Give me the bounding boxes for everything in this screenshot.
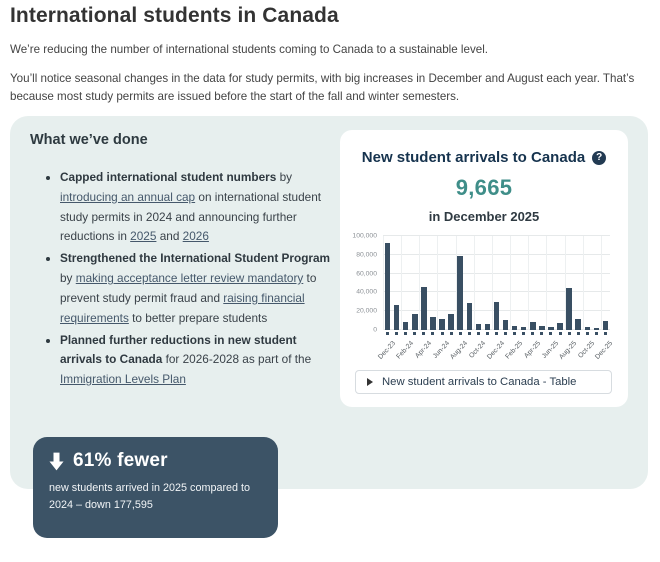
stat-description: new students arrived in 2025 compared to 2024 – down 177,595 bbox=[49, 482, 251, 512]
y-tick-label: 60,000 bbox=[356, 270, 377, 278]
x-tick bbox=[504, 332, 507, 335]
y-tick-label: 80,000 bbox=[356, 251, 377, 259]
x-tick bbox=[477, 332, 480, 335]
bar bbox=[566, 288, 572, 330]
gridline bbox=[546, 236, 547, 330]
stat-line bbox=[49, 450, 262, 472]
text-segment: to better prepare students bbox=[128, 310, 268, 325]
text-segment: Capped international student numbers bbox=[60, 170, 277, 184]
text-segment: Strengthened the International Student Program bbox=[60, 251, 331, 266]
bar bbox=[394, 305, 400, 330]
big-number-subtitle: in December 2025 bbox=[428, 209, 540, 224]
bar bbox=[467, 303, 473, 330]
y-tick-label: 20,000 bbox=[356, 307, 377, 315]
gridline bbox=[383, 273, 610, 274]
x-tick bbox=[422, 332, 425, 335]
x-tick bbox=[513, 332, 516, 335]
x-tick bbox=[450, 332, 453, 335]
x-tick bbox=[404, 332, 407, 335]
chart-y-axis bbox=[340, 232, 380, 334]
x-tick bbox=[549, 332, 552, 335]
bar bbox=[476, 324, 482, 330]
x-tick-label: Dec-24 bbox=[485, 340, 506, 361]
inline-link[interactable]: 2025 bbox=[130, 229, 157, 244]
chart-plot-area bbox=[383, 236, 610, 330]
bar bbox=[530, 322, 536, 330]
table-toggle[interactable] bbox=[355, 370, 612, 394]
x-tick bbox=[540, 332, 543, 335]
x-tick bbox=[431, 332, 434, 335]
what-weve-done-panel bbox=[10, 116, 648, 489]
x-tick bbox=[586, 332, 589, 335]
bar bbox=[503, 320, 509, 330]
highlight-stat-box bbox=[33, 437, 278, 538]
gridline bbox=[583, 236, 584, 330]
x-tick bbox=[468, 332, 471, 335]
x-tick bbox=[486, 332, 489, 335]
inline-link[interactable]: introducing an annual cap bbox=[60, 189, 196, 204]
x-tick bbox=[531, 332, 534, 335]
gridline bbox=[383, 235, 610, 236]
bar bbox=[403, 322, 409, 330]
x-tick-label: Aug-25 bbox=[558, 340, 579, 361]
x-tick-label: Oct-25 bbox=[577, 340, 597, 360]
gridline bbox=[601, 236, 602, 330]
x-tick bbox=[395, 332, 398, 335]
x-tick-label: Jun-24 bbox=[431, 340, 452, 360]
x-tick bbox=[522, 332, 525, 335]
seasonal-note-paragraph: You’ll notice seasonal changes in the data for study permits, with big increases in December and August each year. That’s because most study permits are issued before the start of the fall and winter semesters. bbox=[10, 71, 635, 103]
expand-triangle-icon bbox=[367, 378, 373, 386]
x-tick bbox=[577, 332, 580, 335]
x-tick-label: Feb-24 bbox=[394, 340, 415, 361]
chart-title: New student arrivals to Canada bbox=[361, 149, 586, 166]
section-heading: What we’ve done bbox=[30, 132, 148, 148]
x-tick-label: Apr-25 bbox=[522, 340, 542, 360]
what-weve-done-column bbox=[30, 132, 335, 392]
bar bbox=[421, 287, 427, 330]
y-tick-label: 40,000 bbox=[356, 288, 377, 296]
x-tick-label: Dec-23 bbox=[376, 340, 397, 361]
text-segment: by bbox=[276, 170, 293, 184]
bar bbox=[585, 327, 591, 330]
x-tick bbox=[386, 332, 389, 335]
what-weve-done-list bbox=[30, 168, 335, 390]
x-tick bbox=[495, 332, 498, 335]
x-tick-label: Jun-25 bbox=[540, 340, 561, 360]
x-tick-label: Aug-24 bbox=[449, 340, 470, 361]
chart-card-header bbox=[340, 149, 628, 166]
gridline bbox=[383, 291, 610, 292]
bar bbox=[448, 314, 454, 330]
help-icon[interactable]: ? bbox=[592, 151, 606, 165]
stat-text: 61% fewer bbox=[73, 450, 168, 471]
bar bbox=[603, 321, 609, 330]
bar bbox=[575, 319, 581, 330]
gridline bbox=[383, 254, 610, 255]
inline-link[interactable]: Immigration Levels Plan bbox=[60, 372, 186, 387]
bar bbox=[457, 256, 463, 330]
gridline bbox=[437, 236, 438, 330]
bar bbox=[594, 328, 600, 330]
bar-chart bbox=[340, 232, 628, 376]
inline-link[interactable]: raising financial requirements bbox=[60, 290, 305, 325]
bar bbox=[494, 302, 500, 330]
page-header bbox=[10, 4, 654, 117]
bar bbox=[548, 327, 554, 330]
intro-paragraph: We’re reducing the number of international students coming to Canada to a sustainable level. bbox=[10, 43, 488, 56]
table-toggle-label: New student arrivals to Canada - Table bbox=[382, 376, 577, 388]
y-tick-label: 100,000 bbox=[352, 232, 377, 240]
x-tick bbox=[568, 332, 571, 335]
x-tick-label: Oct-24 bbox=[468, 340, 488, 360]
inline-link[interactable]: making acceptance letter review mandatory bbox=[75, 271, 304, 286]
list-item bbox=[60, 331, 335, 390]
x-tick bbox=[413, 332, 416, 335]
bar bbox=[439, 319, 445, 330]
x-tick bbox=[441, 332, 444, 335]
x-tick-label: Dec-25 bbox=[594, 340, 615, 361]
x-tick-label: Apr-24 bbox=[413, 340, 433, 360]
bar bbox=[412, 314, 418, 330]
x-tick bbox=[559, 332, 562, 335]
inline-link[interactable]: 2026 bbox=[182, 229, 209, 244]
gridline bbox=[474, 236, 475, 330]
bar bbox=[521, 327, 527, 330]
x-tick bbox=[459, 332, 462, 335]
text-segment: for 2026-2028 as part of the bbox=[162, 352, 312, 367]
down-arrow-icon bbox=[49, 452, 64, 471]
bar bbox=[512, 326, 518, 330]
bar bbox=[485, 324, 491, 330]
big-number: 9,665 bbox=[455, 175, 513, 200]
bar bbox=[539, 326, 545, 330]
bar bbox=[430, 317, 436, 330]
x-tick bbox=[595, 332, 598, 335]
list-item bbox=[60, 249, 335, 328]
x-tick-label: Feb-25 bbox=[503, 340, 524, 361]
gridline bbox=[510, 236, 511, 330]
text-segment: Planned further reductions in new student arrivals to Canada bbox=[60, 332, 297, 367]
list-item bbox=[60, 168, 335, 247]
x-tick bbox=[604, 332, 607, 335]
bar bbox=[557, 323, 563, 330]
text-segment: on international student study permits in 2024 and announcing further reductions in bbox=[60, 189, 322, 244]
text-segment: and bbox=[156, 229, 183, 244]
page-title: International students in Canada bbox=[10, 4, 339, 27]
bar bbox=[385, 243, 391, 330]
gridline bbox=[528, 236, 529, 330]
y-tick-label: 0 bbox=[373, 326, 377, 334]
text-segment: to prevent study permit fraud and bbox=[60, 271, 317, 305]
chart-card bbox=[340, 130, 628, 407]
gridline bbox=[401, 236, 402, 330]
text-segment: by bbox=[60, 271, 76, 286]
